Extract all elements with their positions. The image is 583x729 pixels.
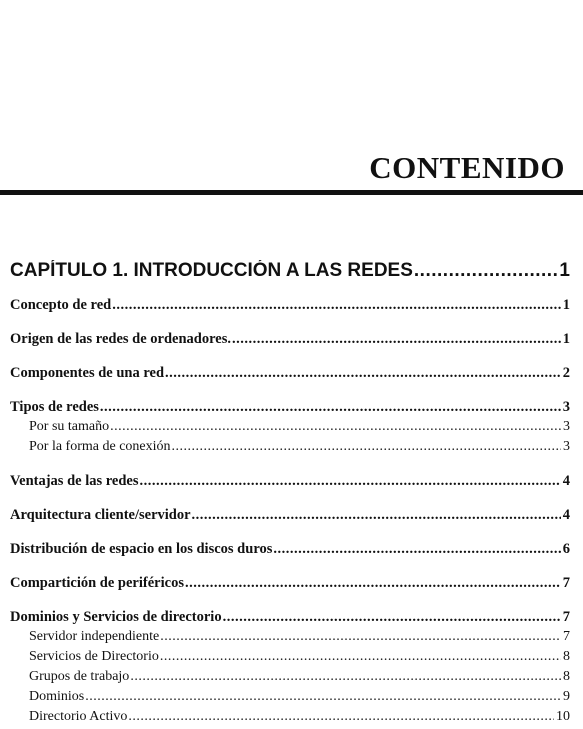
toc-leader (232, 331, 561, 348)
toc-subsection-label: Servidor independiente (29, 629, 160, 644)
toc-leader (165, 365, 561, 382)
toc-subsection-label: Directorio Activo (29, 709, 128, 724)
toc-subsection-label: Servicios de Directorio (29, 649, 159, 664)
toc-page-number: 1 (562, 297, 570, 313)
toc-page-number: 7 (562, 609, 570, 625)
toc-section-label: Distribución de espacio en los discos duros (10, 541, 273, 557)
table-of-contents (10, 260, 570, 729)
toc-section-componentes-de-una-red[interactable] (10, 365, 570, 385)
toc-leader (414, 260, 558, 282)
toc-subsection-label: Grupos de trabajo (29, 669, 130, 684)
toc-page-number: 6 (562, 541, 570, 557)
toc-leader (100, 399, 561, 416)
toc-section-label: Tipos de redes (10, 399, 99, 415)
toc-subsection-por-su-tamano[interactable] (10, 419, 570, 439)
toc-leader (85, 689, 561, 705)
toc-subsection-label: Por la forma de conexión (29, 439, 171, 454)
toc-page-number: 4 (562, 507, 570, 523)
toc-leader (172, 439, 561, 455)
toc-section-tipos-de-redes[interactable] (10, 399, 570, 419)
toc-section-label: Dominios y Servicios de directorio (10, 609, 222, 625)
toc-page-number: 3 (563, 419, 570, 434)
toc-subsection-label: Dominios (29, 689, 85, 704)
toc-page-number: 7 (562, 575, 570, 591)
toc-section-label: Componentes de una red (10, 365, 165, 381)
toc-page-number: 8 (563, 669, 570, 684)
toc-leader (273, 541, 560, 558)
toc-section-origen-de-las-redes[interactable] (10, 331, 570, 351)
toc-section-arquitectura-cliente-servidor[interactable] (10, 507, 570, 527)
toc-section-ventajas-de-las-redes[interactable] (10, 473, 570, 493)
toc-section-label: Compartición de periféricos (10, 575, 184, 591)
title-rule (0, 190, 583, 195)
toc-leader (160, 629, 561, 645)
toc-section-dominios-y-servicios[interactable] (10, 609, 570, 629)
toc-page-number: 9 (563, 689, 570, 704)
toc-subsection-directorio-activo[interactable] (10, 709, 570, 729)
toc-section-comparticion-de-perifericos[interactable] (10, 575, 570, 595)
page-title: CONTENIDO (369, 150, 565, 185)
toc-leader (185, 575, 561, 592)
toc-leader (192, 507, 561, 524)
toc-page-number: 10 (556, 709, 570, 724)
toc-leader (160, 649, 561, 665)
toc-page-number: 2 (562, 365, 570, 381)
toc-page-number: 3 (563, 439, 570, 454)
toc-subsection-dominios[interactable] (10, 689, 570, 709)
toc-leader (110, 419, 561, 435)
toc-section-distribucion-de-espacio[interactable] (10, 541, 570, 561)
toc-chapter-label: CAPÍTULO 1. INTRODUCCIÓN A LAS REDES (10, 260, 413, 281)
toc-section-label: Origen de las redes de ordenadores. (10, 331, 231, 347)
toc-leader (128, 709, 554, 725)
toc-section-label: Ventajas de las redes (10, 473, 139, 489)
toc-page-number: 1 (562, 331, 570, 347)
toc-page-number: 7 (563, 629, 570, 644)
toc-subsection-label: Por su tamaño (29, 419, 110, 434)
toc-subsection-por-la-forma-de-conexion[interactable] (10, 439, 570, 459)
toc-page-number: 1 (559, 260, 570, 281)
toc-section-label: Arquitectura cliente/servidor (10, 507, 191, 523)
toc-subsection-servicios-de-directorio[interactable] (10, 649, 570, 669)
toc-section-concepto-de-red[interactable] (10, 297, 570, 317)
toc-section-label: Concepto de red (10, 297, 112, 313)
toc-subsection-servidor-independiente[interactable] (10, 629, 570, 649)
toc-leader (223, 609, 561, 626)
toc-page-number: 8 (563, 649, 570, 664)
toc-page-number: 3 (562, 399, 570, 415)
toc-page-number: 4 (562, 473, 570, 489)
toc-leader (140, 473, 561, 490)
toc-chapter-row[interactable] (10, 260, 570, 284)
toc-leader (130, 669, 561, 685)
toc-leader (112, 297, 561, 314)
toc-subsection-grupos-de-trabajo[interactable] (10, 669, 570, 689)
